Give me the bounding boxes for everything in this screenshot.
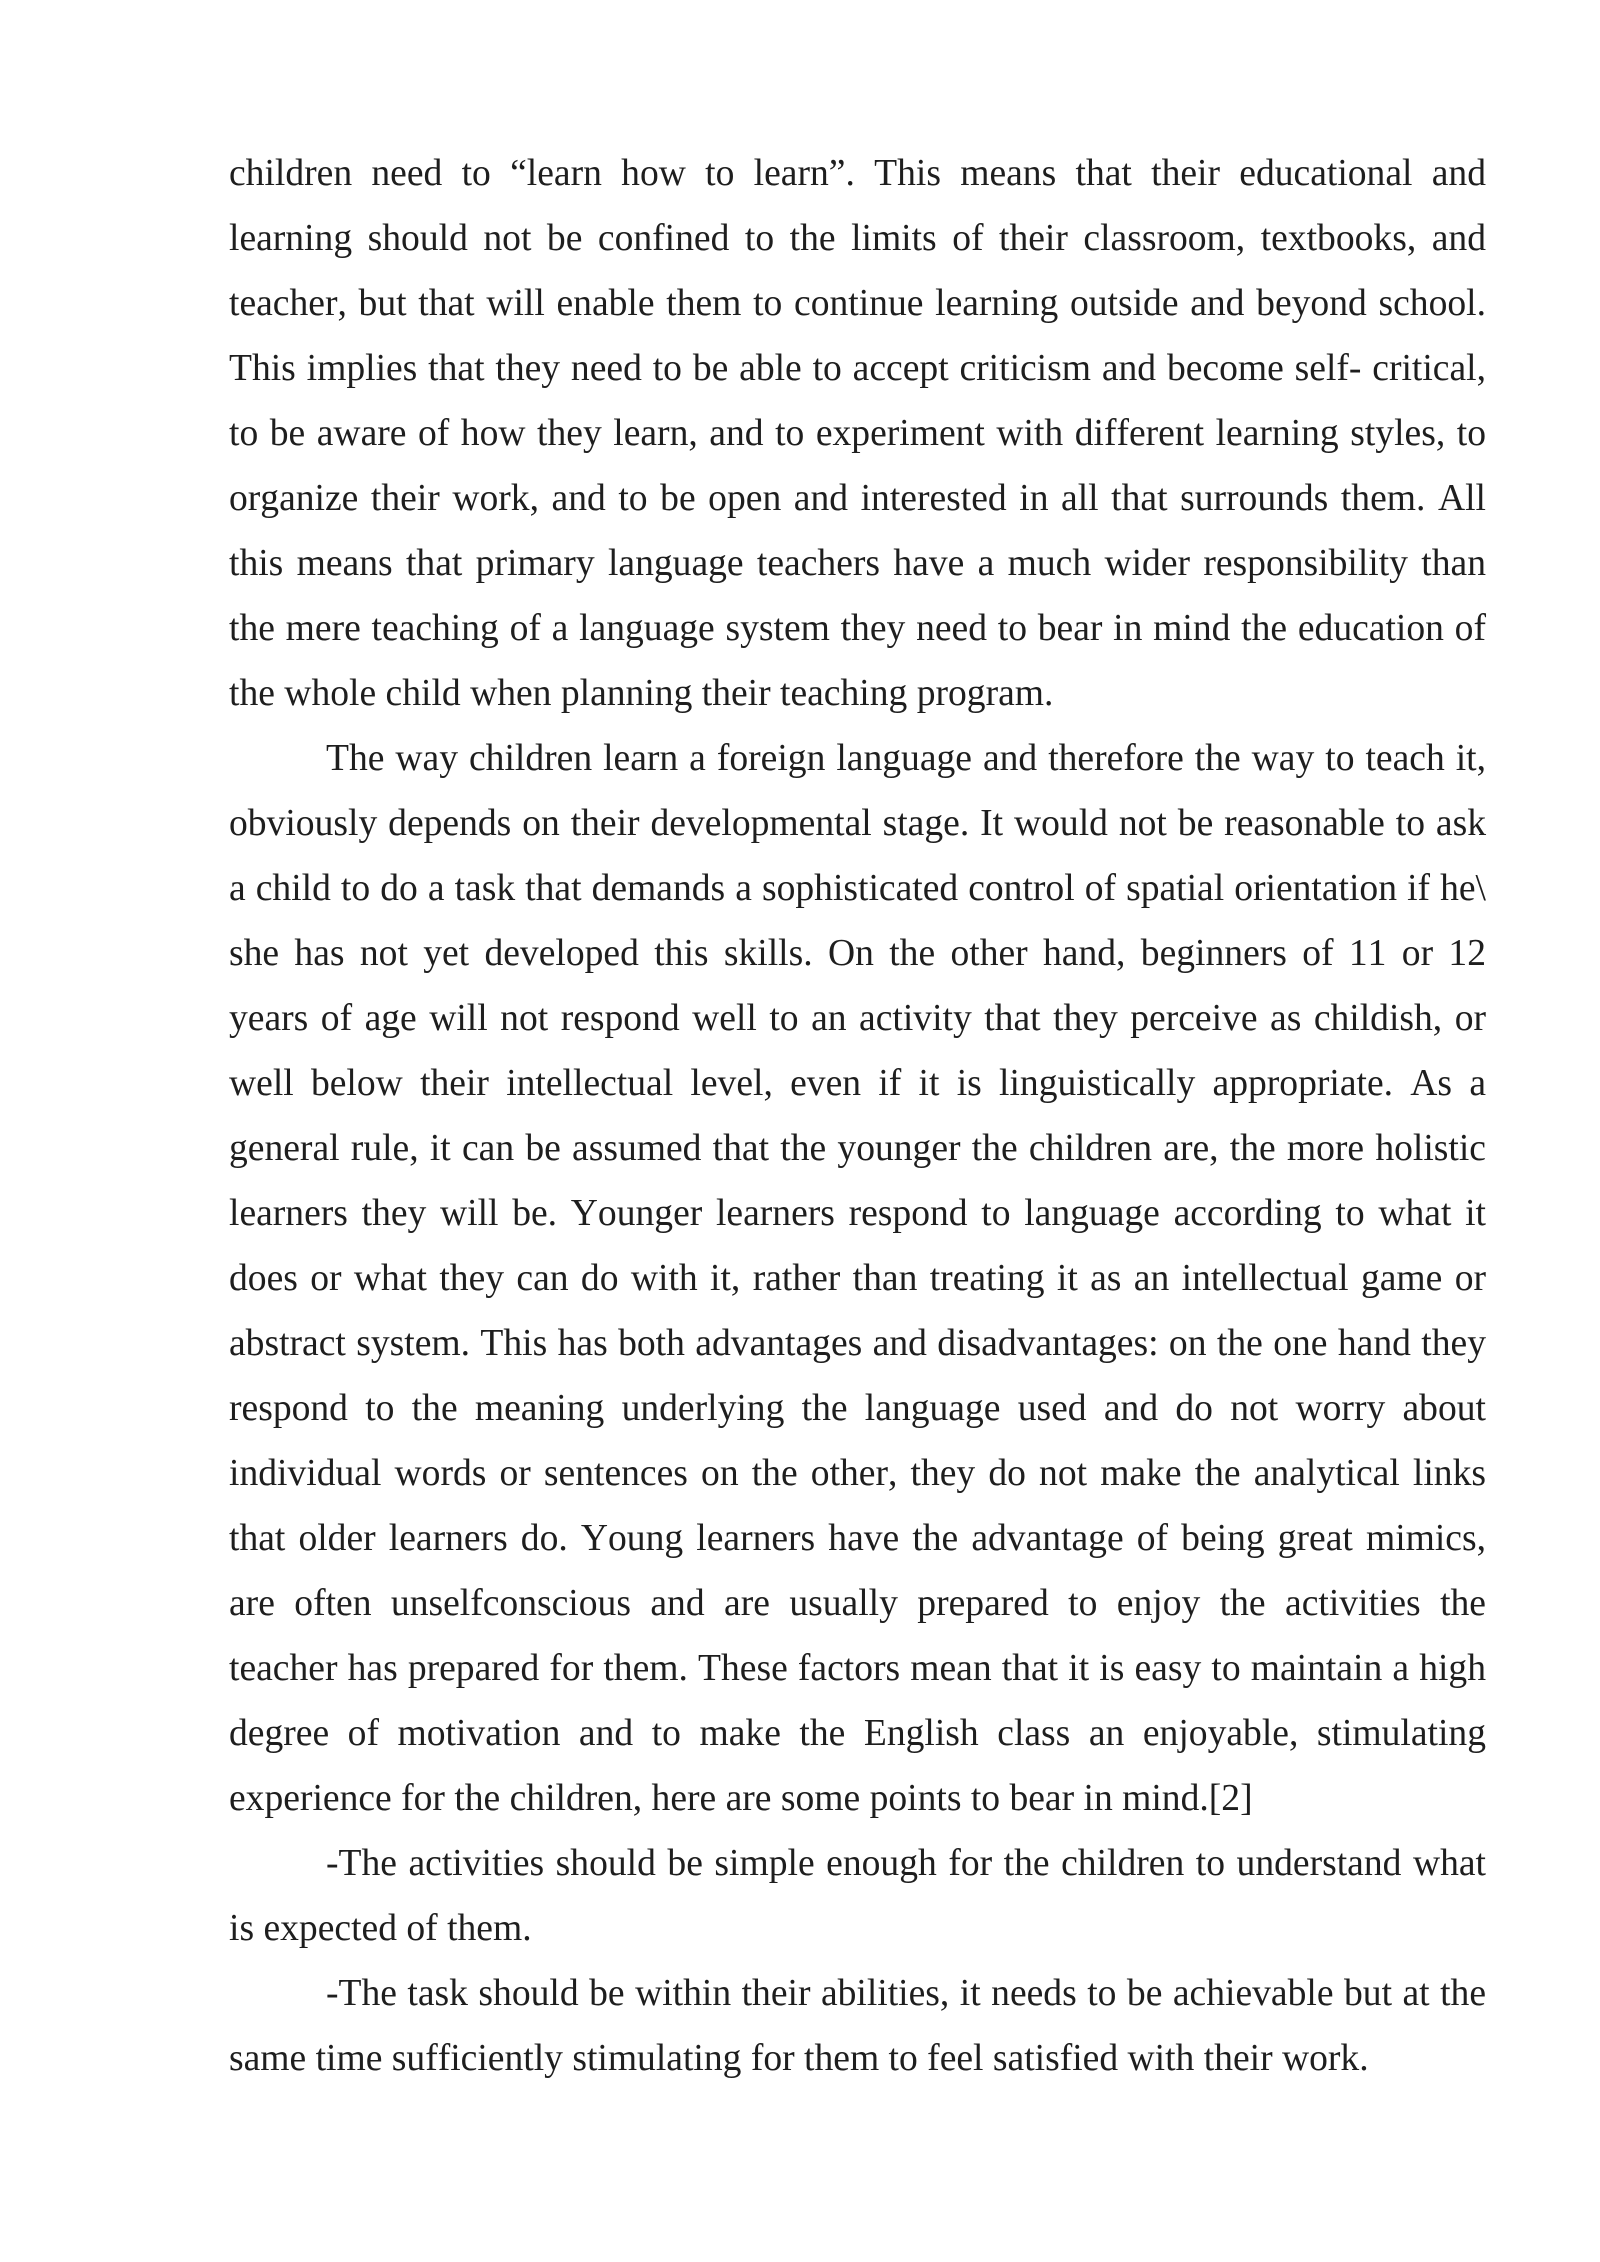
text-line: organize their work, and to be open and interested in all that surrounds them. All <box>229 478 1486 519</box>
text-line: This implies that they need to be able to accept criticism and become self- critical, <box>229 348 1486 389</box>
text-line: The way children learn a foreign language and therefore the way to teach it, <box>326 738 1486 779</box>
paragraph-2 <box>229 726 1486 1831</box>
text-line: individual words or sentences on the other, they do not make the analytical links <box>229 1453 1486 1494</box>
text-line: she has not yet developed this skills. On the other hand, beginners of 11 or 12 <box>229 933 1486 974</box>
text-line: learning should not be confined to the limits of their classroom, textbooks, and <box>229 218 1486 259</box>
text-line: that older learners do. Young learners have the advantage of being great mimics, <box>229 1518 1486 1559</box>
body-text <box>229 141 1486 2091</box>
text-line: experience for the children, here are some points to bear in mind.[2] <box>229 1778 1253 1819</box>
paragraph-1 <box>229 141 1486 726</box>
text-line: does or what they can do with it, rather than treating it as an intellectual game or <box>229 1258 1486 1299</box>
text-line: teacher, but that will enable them to continue learning outside and beyond school. <box>229 283 1486 324</box>
paragraph-4 <box>229 1961 1486 2091</box>
paragraph-3 <box>229 1831 1486 1961</box>
text-line: teacher has prepared for them. These factors mean that it is easy to maintain a high <box>229 1648 1486 1689</box>
text-line: obviously depends on their developmental stage. It would not be reasonable to ask <box>229 803 1486 844</box>
text-line: is expected of them. <box>229 1908 532 1949</box>
text-line: the whole child when planning their teaching program. <box>229 673 1054 714</box>
text-line: well below their intellectual level, even if it is linguistically appropriate. As a <box>229 1063 1486 1104</box>
text-line: to be aware of how they learn, and to experiment with different learning styles, to <box>229 413 1486 454</box>
text-line: this means that primary language teachers have a much wider responsibility than <box>229 543 1486 584</box>
text-line: a child to do a task that demands a sophisticated control of spatial orientation if he\ <box>229 868 1486 909</box>
text-line: years of age will not respond well to an activity that they perceive as childish, or <box>229 998 1486 1039</box>
text-line: learners they will be. Younger learners respond to language according to what it <box>229 1193 1486 1234</box>
text-line: children need to “learn how to learn”. This means that their educational and <box>229 153 1486 194</box>
text-line: the mere teaching of a language system they need to bear in mind the education of <box>229 608 1486 649</box>
text-line: respond to the meaning underlying the language used and do not worry about <box>229 1388 1486 1429</box>
text-line: -The activities should be simple enough for the children to understand what <box>326 1843 1486 1884</box>
text-line: abstract system. This has both advantages and disadvantages: on the one hand they <box>229 1323 1486 1364</box>
text-line: degree of motivation and to make the English class an enjoyable, stimulating <box>229 1713 1486 1754</box>
text-line: general rule, it can be assumed that the younger the children are, the more holistic <box>229 1128 1486 1169</box>
text-line: same time sufficiently stimulating for them to feel satisfied with their work. <box>229 2038 1369 2079</box>
text-line: -The task should be within their abilities, it needs to be achievable but at the <box>326 1973 1486 2014</box>
text-line: are often unselfconscious and are usually prepared to enjoy the activities the <box>229 1583 1486 1624</box>
